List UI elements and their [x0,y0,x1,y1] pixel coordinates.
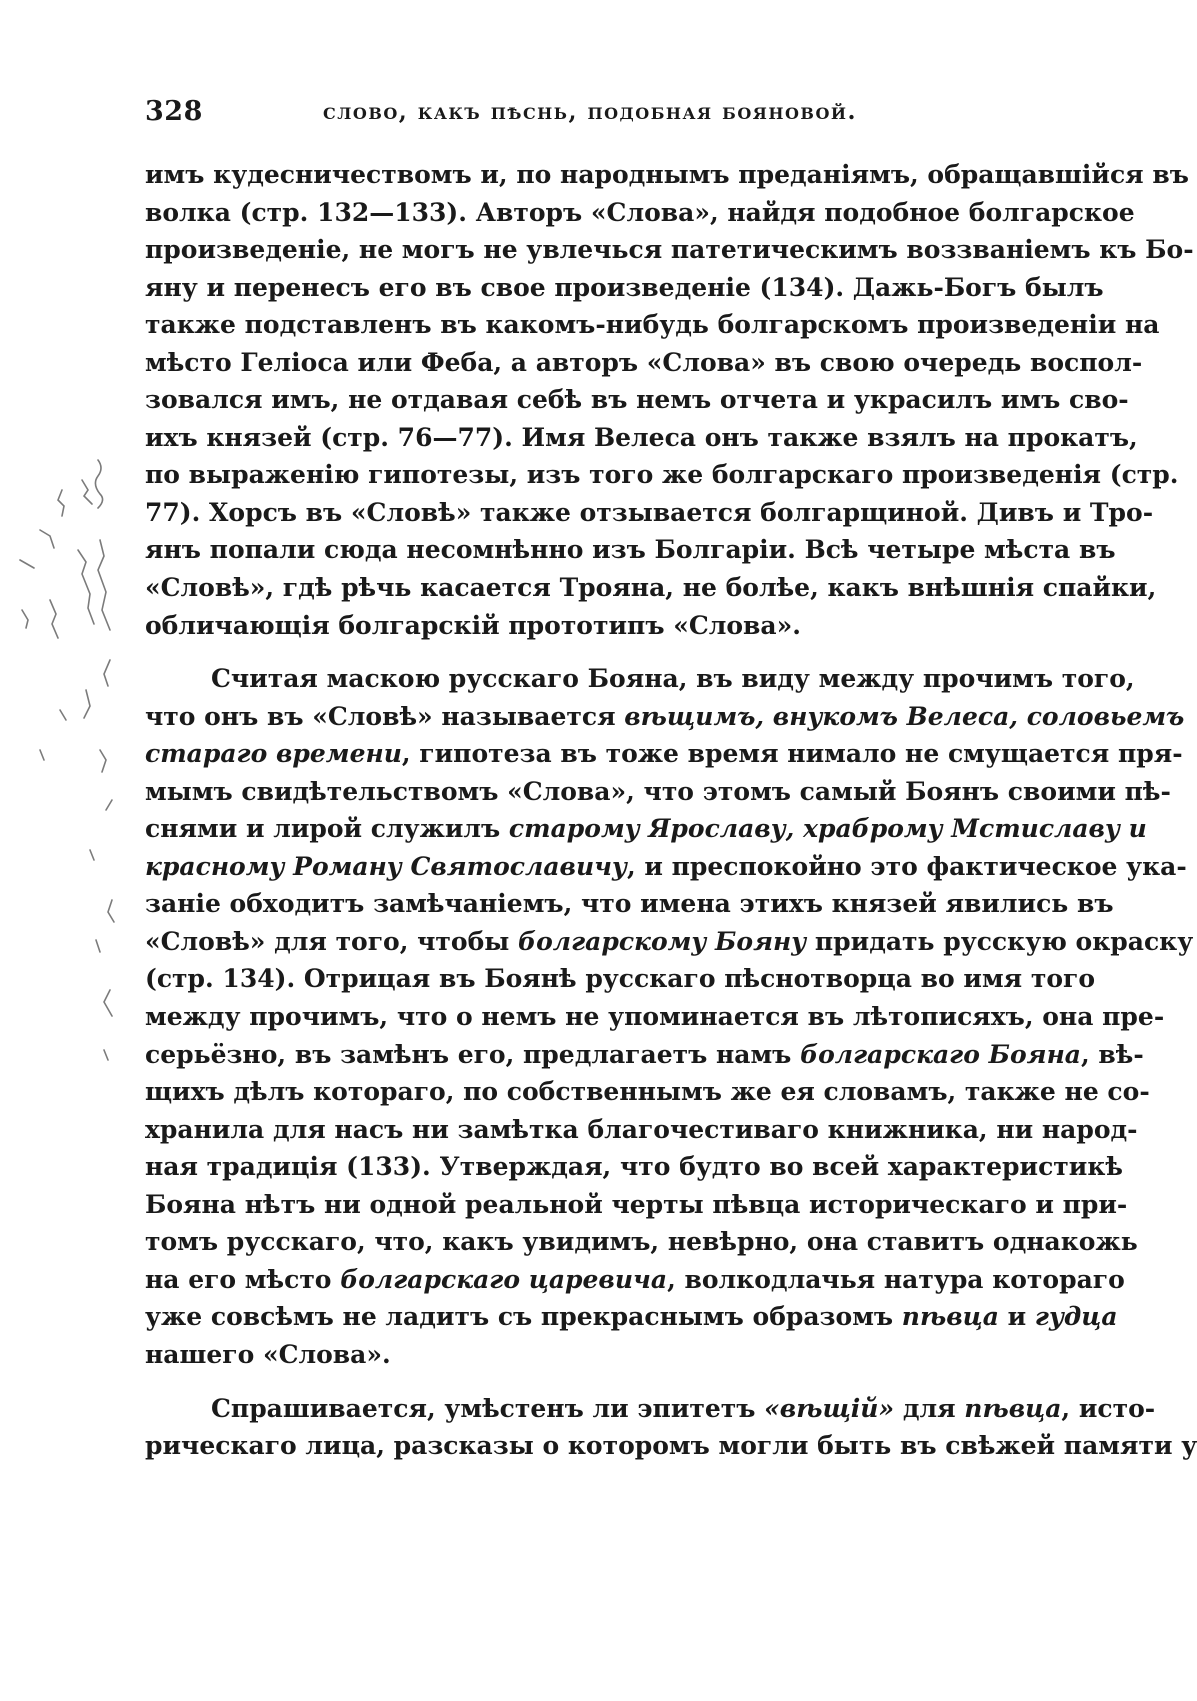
text-line: «Словѣ» для того, чтобы болгарскому Бояну придать русскую окраску [145,926,1194,956]
italic-phrase: болгарскаго царевича [340,1264,668,1294]
text-line: нашего «Слова». [145,1339,391,1369]
italic-phrase: пѣвца [901,1302,999,1332]
italic-phrase: болгарскому Бояну [518,926,807,956]
italic-phrase: «вѣщій» [764,1393,895,1423]
text-line: зовался имъ, не отдавая себѣ въ немъ отчета и украсилъ имъ сво- [145,385,1129,415]
text-line: между прочимъ, что о немъ не упоминается въ лѣтописяхъ, она пре- [145,1002,1165,1032]
text-line: яну и перенесъ его въ свое произведеніе (134). Дажь-Богъ былъ [145,272,1104,302]
text-line: щихъ дѣлъ котораго, по собственнымъ же ея словамъ, также не со- [145,1077,1150,1107]
text-line: по выраженію гипотезы, изъ того же болгарскаго произведенія (стр. [145,460,1179,490]
italic-phrase: пѣвца [964,1393,1062,1423]
text-line: мѣсто Геліоса или Феба, а авторъ «Слова» въ свою очередь воспол- [145,347,1143,377]
text-line: на его мѣсто болгарскаго царевича, волкодлачья натура котораго [145,1264,1125,1294]
text-line: уже совсѣмъ не ладитъ съ прекраснымъ образомъ пѣвца и гудца [145,1302,1118,1332]
handwritten-marginalia [0,450,140,1100]
text-line: красному Роману Святославичу, и преспокойно это фактическое ука- [145,851,1187,881]
text-line: серьёзно, въ замѣнъ его, предлагаетъ намъ болгарскаго Бояна, вѣ- [145,1039,1144,1069]
text-line: произведеніе, не могъ не увлечься патетическимъ воззваніемъ къ Бо- [145,235,1194,265]
italic-phrase: старому Ярославу, храброму Мстиславу и [508,814,1147,844]
text-line: «Словѣ», гдѣ рѣчь касается Трояна, не болѣе, какъ внѣшнія спайки, [145,573,1157,603]
page-header [145,96,1010,136]
text-line: имъ кудесничествомъ и, по народнымъ преданіямъ, обращавшійся въ [145,160,1189,189]
body-text [145,156,1197,1465]
text-line: снями и лирой служилъ старому Ярославу, храброму Мстиславу и [145,814,1147,844]
text-line: томъ русскаго, что, какъ увидимъ, невѣрно, она ставитъ однакожь [145,1227,1138,1257]
text-line: хранила для насъ ни замѣтка благочестиваго книжника, ни народ- [145,1114,1138,1144]
text-line: ихъ князей (стр. 76—77). Имя Велеса онъ также взялъ на прокатъ, [145,422,1138,452]
text-line: волка (стр. 132—133). Авторъ «Слова», найдя подобное болгарское [145,197,1135,227]
text-line: Считая маскою русскаго Бояна, въ виду между прочимъ того, [211,664,1135,694]
text-line: заніе обходитъ замѣчаніемъ, что имена этихъ князей явились въ [145,889,1114,919]
text-line: также подставленъ въ какомъ-нибудь болгарскомъ произведеніи на [145,310,1160,340]
text-line: (стр. 134). Отрицая въ Боянѣ русскаго пѣснотворца во имя того [145,964,1095,994]
text-line: что онъ въ «Словѣ» называется вѣщимъ, внукомъ Велеса, соловьемъ [145,701,1185,731]
text-line: Бояна нѣтъ ни одной реальной черты пѣвца историческаго и при- [145,1189,1128,1219]
text-line: 77). Хорсъ въ «Словѣ» также отзывается болгарщиной. Дивъ и Тро- [145,497,1154,527]
running-title: слово, какъ пѣснь, подобная бояновой. [323,98,858,125]
italic-phrase: вѣщимъ, внукомъ Велеса, соловьемъ [624,701,1185,731]
text-line: мымъ свидѣтельствомъ «Слова», что этомъ самый Боянъ своими пѣ- [145,776,1171,806]
text-line: янъ попали сюда несомнѣнно изъ Болгаріи. Всѣ четыре мѣста въ [145,535,1116,565]
italic-phrase: стараго времени [145,739,402,769]
text-line: стараго времени, гипотеза въ тоже время нимало не смущается пря- [145,739,1183,769]
italic-phrase: красному Роману Святославичу [145,851,627,881]
paragraph-gap [145,1374,1005,1390]
italic-phrase: гудца [1034,1302,1118,1332]
italic-phrase: болгарскаго Бояна [800,1039,1081,1069]
paragraph-gap [145,644,1005,660]
text-line: рическаго лица, разсказы о которомъ могли быть въ свѣжей памяти у [145,1431,1197,1461]
text-line: Спрашивается, умѣстенъ ли эпитетъ «вѣщій» для пѣвца, исто- [211,1393,1156,1423]
text-line: ная традиція (133). Утверждая, что будто во всей характеристикѣ [145,1152,1123,1182]
marginalia-scribble-icon [0,450,140,1100]
page-number: 328 [145,96,203,127]
text-line: обличающія болгарскій прототипъ «Слова». [145,610,801,640]
